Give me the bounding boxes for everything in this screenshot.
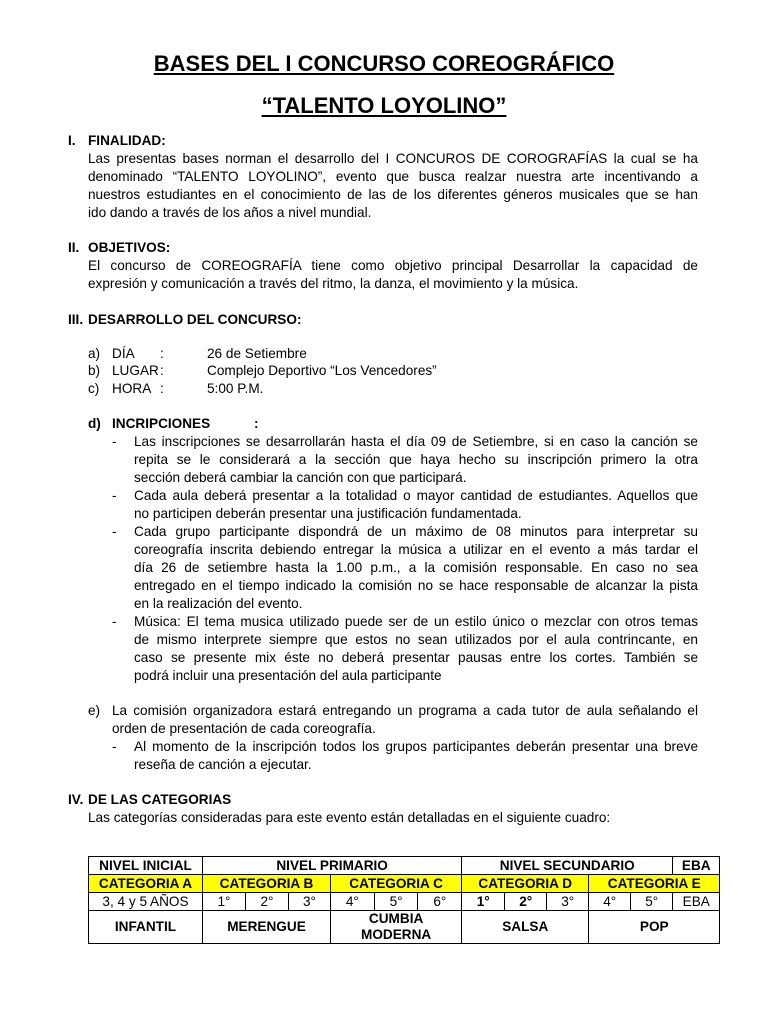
item-key: LUGAR (112, 363, 159, 378)
item-key: HORA (112, 381, 152, 396)
item-colon: : (254, 416, 259, 431)
document-subtitle: “TALENTO LOYOLINO” (261, 93, 507, 118)
table-cell: CATEGORIA E (589, 875, 720, 893)
paragraph-line: Las presentas bases norman el desarrollo del I CONCUROS DE COROGRAFÍAS la cual se ha (88, 151, 698, 166)
bullet-line: Cada grupo participante dispondrá de un máximo de 08 minutos para interpretar su (134, 524, 698, 539)
item-colon: : (160, 346, 164, 361)
table-cell: INFANTIL (89, 911, 203, 944)
bullet-line: día 26 de setiembre hasta la 1.00 p.m., a la comisión responsable. En caso no sea (134, 560, 698, 575)
bullet-dash: - (112, 524, 117, 539)
table-cell: 5° (631, 893, 673, 911)
section-number: II. (68, 240, 80, 255)
bullet-dash: - (112, 488, 117, 503)
item-value: 26 de Setiembre (207, 346, 307, 361)
section-number: IV. (68, 792, 84, 807)
table-cell: 3° (289, 893, 331, 911)
bullet-dash: - (112, 739, 117, 754)
bullet-dash: - (112, 434, 117, 449)
paragraph-line: Las categorías consideradas para este evento están detalladas en el siguiente cuadro: (88, 810, 611, 825)
item-value: Complejo Deportivo “Los Vencedores” (207, 363, 437, 378)
table-row (89, 893, 720, 911)
section-number: I. (68, 133, 76, 148)
section-heading: FINALIDAD: (88, 133, 166, 148)
table-cell: 4° (331, 893, 375, 911)
bullet-line: Cada aula deberá presentar a la totalidad o mayor cantidad de estudiantes. Aquellos que (134, 488, 698, 503)
table-cell: NIVEL SECUNDARIO (462, 857, 673, 875)
table-cell: 3° (547, 893, 589, 911)
bullet-line: Música: El tema musica utilizado puede ser de un estilo único o mezclar con otros temas (134, 614, 698, 629)
paragraph-line: expresión y comunicación a través del ritmo, la danza, el movimiento y la música. (88, 276, 579, 291)
item-colon: : (160, 381, 164, 396)
table-cell: SALSA (462, 911, 589, 944)
bullet-line: repita se le considerará a la sección que haya hecho su inscripción primero la otra (134, 452, 698, 467)
paragraph-line: ido dando a través de los años a nivel mundial. (88, 205, 372, 220)
paragraph-line: nuestros estudiantes en el conocimiento de las de los diferentes géneros musicales que se han (88, 187, 698, 202)
section-heading: DESARROLLO DEL CONCURSO: (88, 312, 302, 327)
table-cell: CATEGORIA A (89, 875, 203, 893)
item-letter: b) (88, 363, 101, 378)
categories-table (88, 856, 720, 944)
bullet-line: no participen deberán presentar una justificación fundamentada. (134, 506, 522, 521)
section-number: III. (68, 312, 84, 327)
item-letter: e) (88, 703, 101, 718)
table-cell: 2° (246, 893, 289, 911)
bullet-dash: - (112, 614, 117, 629)
item-letter: a) (88, 346, 101, 361)
bullet-line: Las inscripciones se desarrollarán hasta el día 09 de Setiembre, si en caso la canción se (134, 434, 698, 449)
table-row (89, 857, 720, 875)
section-heading: DE LAS CATEGORIAS (88, 792, 232, 807)
subsection-heading: INCRIPCIONES (112, 416, 211, 431)
table-cell: 3, 4 y 5 AÑOS (89, 893, 203, 911)
bullet-line: reseña de canción a ejecutar. (134, 757, 312, 772)
item-value: 5:00 P.M. (207, 381, 264, 396)
table-cell: POP (589, 911, 720, 944)
item-letter: d) (88, 416, 101, 431)
bullet-line: coreografía inscrita debiendo entregar la música a utilizar en el evento a más tardar el (134, 542, 698, 557)
table-cell: CATEGORIA D (462, 875, 589, 893)
bullet-line: entregado en el tiempo indicado la comisión no se hace responsable de alcanzar la pista (134, 578, 698, 593)
document-title: BASES DEL I CONCURSO COREOGRÁFICO (153, 51, 615, 76)
bullet-line: podrá incluir una presentación del aula participante (134, 668, 442, 683)
table-cell: 1° (462, 893, 505, 911)
bullet-line: de mismo interprete siempre que estos no sean utilizados por el aula contrincante, en (134, 632, 698, 647)
table-cell: 4° (589, 893, 631, 911)
paragraph-line: La comisión organizadora estará entregando un programa a cada tutor de aula señalando el (112, 703, 698, 718)
section-heading: OBJETIVOS: (88, 240, 171, 255)
table-cell: NIVEL PRIMARIO (203, 857, 462, 875)
item-letter: c) (88, 381, 100, 396)
bullet-line: Al momento de la inscripción todos los grupos participantes deberán presentar una breve (134, 739, 698, 754)
table-cell: 1° (203, 893, 246, 911)
table-cell: EBA (673, 893, 720, 911)
table-cell: CATEGORIA C (331, 875, 462, 893)
table-row (89, 911, 720, 944)
bullet-line: en la realización del evento. (134, 596, 303, 611)
bullet-line: sección deberá cambiar la canción con que participará. (134, 470, 467, 485)
table-cell: NIVEL INICIAL (89, 857, 203, 875)
paragraph-line: orden de presentación de cada coreografía. (112, 721, 376, 736)
table-cell: CUMBIA MODERNA (331, 911, 462, 944)
table-cell: 2° (505, 893, 547, 911)
table-cell: 5° (374, 893, 418, 911)
table-cell: EBA (673, 857, 720, 875)
table-cell: MERENGUE (203, 911, 331, 944)
item-key: DÍA (112, 346, 135, 361)
bullet-line: caso se presente mix éste no deberá presentar pausas entre los cortes. También se (134, 650, 698, 665)
item-colon: : (160, 363, 164, 378)
table-cell: 6° (418, 893, 462, 911)
paragraph-line: El concurso de COREOGRAFÍA tiene como objetivo principal Desarrollar la capacidad de (88, 258, 698, 273)
table-row (89, 875, 720, 893)
paragraph-line: denominado “TALENTO LOYOLINO”, evento que busca realzar nuestra arte incentivando a (88, 169, 698, 184)
table-cell: CATEGORIA B (203, 875, 331, 893)
